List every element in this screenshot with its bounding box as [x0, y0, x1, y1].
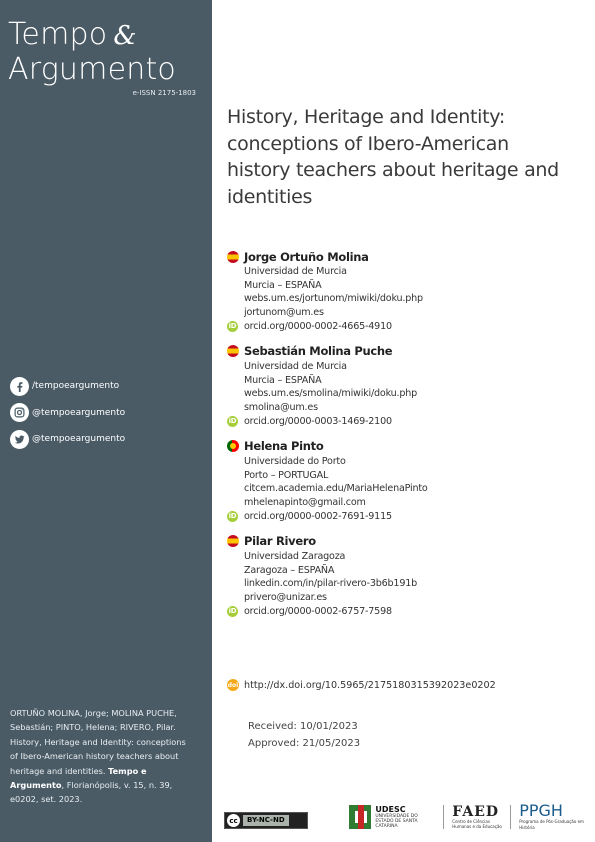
spain-flag-icon	[227, 345, 239, 357]
logo-divider	[510, 805, 511, 829]
social-instagram-label: @tempoeargumento	[32, 407, 126, 418]
journal-title	[8, 18, 176, 86]
author-name-text: Sebastián Molina Puche	[244, 344, 393, 359]
author-website-link[interactable]: linkedin.com/in/pilar-rivero-3b6b191b	[244, 578, 418, 590]
received-date: Received: 10/01/2023	[248, 721, 358, 732]
author-name	[227, 533, 577, 550]
doi-icon: doi	[227, 679, 239, 691]
author-list	[227, 248, 577, 628]
dates	[248, 718, 360, 752]
twitter-icon	[10, 430, 29, 449]
social-twitter-label: @tempoeargumento	[32, 434, 126, 445]
license-label: BY-NC-ND	[243, 815, 289, 826]
ppgh-subtitle: Programa de Pós-Graduação em História	[519, 819, 584, 830]
author-orcid-link[interactable]	[227, 604, 577, 618]
social-links	[10, 373, 125, 453]
journal-title-line2: Argumento	[8, 52, 176, 87]
author-block	[227, 248, 577, 333]
author-name-text: Pilar Rivero	[244, 534, 316, 549]
udesc-name: UDESC	[375, 804, 406, 814]
author-institution: Universidad de Murcia	[244, 360, 347, 372]
faed-logo	[452, 805, 502, 830]
logo-divider	[443, 805, 444, 829]
orcid-icon: iD	[228, 322, 237, 331]
doi-link[interactable]	[227, 679, 496, 691]
author-email-link[interactable]: mhelenapinto@gmail.com	[244, 496, 366, 508]
social-facebook-link[interactable]	[10, 373, 125, 400]
author-block	[227, 343, 577, 428]
author-location: Murcia – ESPAÑA	[244, 279, 322, 291]
author-location: Zaragoza – ESPAÑA	[244, 564, 335, 576]
cc-license-badge[interactable]	[224, 812, 308, 829]
author-location: Murcia – ESPAÑA	[244, 374, 322, 386]
udesc-subtitle: UNIVERSIDADE DO ESTADO DE SANTA CATARINA	[375, 813, 418, 829]
author-institution: Universidad de Murcia	[244, 266, 347, 277]
creative-commons-icon: cc	[227, 814, 240, 827]
doi-url: http://dx.doi.org/10.5965/2175180315392023e0202	[244, 679, 496, 691]
author-institution: Universidade do Porto	[244, 455, 346, 467]
social-facebook-label: /tempoeargumento	[32, 381, 120, 392]
author-orcid-text: orcid.org/0000-0003-1469-2100	[244, 415, 392, 427]
citation-journal: Tempo e Argumento	[10, 765, 147, 791]
journal-title-ampersand: &	[113, 21, 137, 51]
orcid-icon: iD	[228, 607, 237, 616]
citation-text: ORTUÑO MOLINA, Jorge; MOLINA PUCHE, Sebastián; PINTO, Helena; RIVERO, Pilar. History, Heritage and Identity: conceptions of Ibero-American history teachers about heritage and identities.	[10, 708, 186, 776]
author-website-link[interactable]: citcem.academia.edu/MariaHelenaPinto	[244, 483, 428, 495]
author-block	[227, 438, 577, 523]
social-twitter-link[interactable]	[10, 426, 125, 453]
udesc-logo-icon	[349, 805, 371, 829]
author-name	[227, 248, 577, 265]
citation-details: , Florianópolis, v. 15, n. 39, e0202, set. 2023.	[10, 780, 173, 805]
author-block	[227, 533, 577, 618]
spain-flag-icon	[227, 535, 239, 547]
author-orcid-text: orcid.org/0000-0002-7691-9115	[244, 510, 392, 522]
author-website-link[interactable]: webs.um.es/smolina/miwiki/doku.php	[244, 388, 418, 400]
ppgh-logo	[519, 803, 595, 831]
institution-logos	[349, 803, 595, 831]
instagram-icon	[10, 403, 29, 422]
orcid-icon: iD	[228, 417, 237, 426]
author-orcid-link[interactable]	[227, 414, 577, 428]
faed-subtitle: Centro de Ciências Humanas e da Educação	[452, 818, 502, 829]
author-email-link[interactable]: smolina@um.es	[244, 401, 318, 413]
issn: e-ISSN 2175-1803	[132, 89, 196, 97]
author-website-link[interactable]: webs.um.es/jortunom/miwiki/doku.php	[244, 293, 423, 305]
author-orcid-text: orcid.org/0000-0002-4665-4910	[244, 320, 392, 332]
journal-title-line1: Tempo	[8, 17, 108, 52]
author-email-link[interactable]: jortunom@um.es	[244, 306, 324, 318]
author-location: Porto – PORTUGAL	[244, 469, 329, 481]
sidebar	[0, 0, 212, 842]
ppgh-name: PPGH	[519, 801, 563, 820]
author-institution: Universidad Zaragoza	[244, 550, 346, 562]
author-name-text: Jorge Ortuño Molina	[244, 249, 369, 264]
author-email-link[interactable]: privero@unizar.es	[244, 591, 327, 603]
author-orcid-link[interactable]	[227, 509, 577, 523]
udesc-logo	[375, 806, 435, 829]
approved-date: Approved: 21/05/2023	[248, 738, 361, 749]
author-name	[227, 438, 577, 455]
citation	[10, 706, 196, 807]
orcid-icon: iD	[228, 512, 237, 521]
portugal-flag-icon	[227, 440, 239, 452]
author-orcid-text: orcid.org/0000-0002-6757-7598	[244, 605, 392, 617]
facebook-icon	[10, 377, 29, 396]
spain-flag-icon	[227, 251, 239, 263]
author-orcid-link[interactable]	[227, 319, 577, 333]
faed-name: FAED	[452, 803, 500, 820]
author-name-text: Helena Pinto	[244, 439, 324, 454]
article-title: History, Heritage and Identity: conceptions of Ibero-American history teachers about heritage and identities	[227, 106, 559, 208]
author-name	[227, 343, 577, 360]
social-instagram-link[interactable]	[10, 400, 125, 427]
